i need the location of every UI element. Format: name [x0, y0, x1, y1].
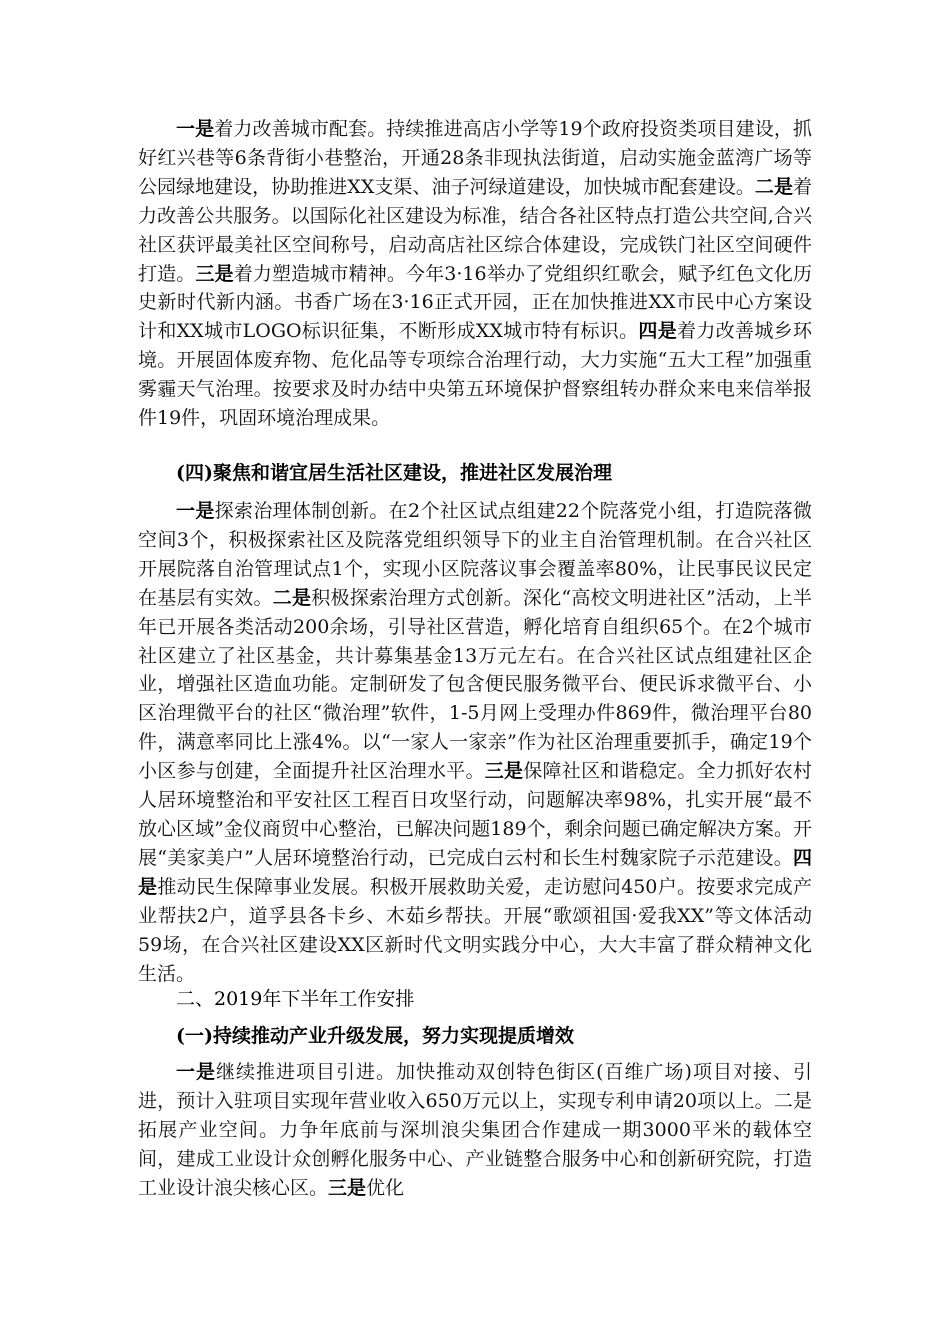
bold-lead-4: 四是 [138, 846, 812, 898]
subsection-heading-industry: (一)持续推动产业升级发展，努力实现提质增效 [176, 1025, 574, 1047]
bold-lead-1: 一是 [176, 500, 215, 522]
paragraph-text: 积极探索治理方式创新。深化“高校文明进社区”活动，上半年已开展各类活动200余场，引导社区营造，孵化培育自组织65个。在2个城市社区建立了社区基金，共计募集基金13万元左右。在合兴社区试点组建社区企业，增强社区造血功能。定制研发了包含便民服务微平台、便民诉求微平台、小区治理微平台的社区“微治理”软件，1-5月网上受理办件869件，微治理平台80件，满意率同比上涨4%。以“一家人一家亲”作为社区治理重要抓手，确定19个小区参与创建，全面提升社区治理水平。 [138, 586, 812, 783]
paragraph-urban-improvement [138, 115, 812, 433]
section-heading-second-half-plan: 二、2019年下半年工作安排 [176, 988, 415, 1010]
bold-lead-2: 三是 [328, 1176, 367, 1199]
bold-lead-3: 三是 [484, 760, 524, 783]
paragraph-text: 着力塑造城市精神。今年3·16举办了党组织红歌会，赋予红色文化历史新时代新内涵。书香广场在3·16正式开园，正在加快推进XX市民中心方案设计和XX城市LOGO标识征集，不断形成XX城市特有标识。 [138, 262, 812, 343]
bold-lead-1: 一是 [176, 1061, 217, 1083]
paragraph-text: 着力改善城市配套。持续推进高店小学等19个政府投资类项目建设，抓好红兴巷等6条背街小巷整治，开通28条非现执法街道，启动实施金蓝湾广场等公园绿地建设，协助推进XX支渠、油子河绿道建设，加快城市配套建设。 [138, 118, 812, 198]
paragraph-text: 优化 [366, 1176, 405, 1199]
paragraph-community-governance [138, 497, 812, 988]
paragraph-body [138, 115, 812, 433]
paragraph-text: 继续推进项目引进。加快推动双创特色街区(百维广场)项目对接、引进，预计入驻项目实现年营业收入650万元以上，实现专利申请20项以上。二是拓展产业空间。力争年底前与深圳浪尖集团合作建成一期3000平米的载体空间，建成工业设计众创孵化服务中心、产业链整合服务中心和创新研究院，打造工业设计浪尖核心区。 [138, 1061, 812, 1199]
bold-lead-3: 三是 [195, 262, 234, 285]
bold-lead-2: 二是 [272, 586, 312, 609]
paragraph-text: 推动民生保障事业发展。积极开展救助关爱，走访慰问450户。按要求完成产业帮扶2户，道孚县各卡乡、木茹乡帮扶。开展“歌颂祖国·爱我XX”等文体活动59场，在合兴社区建设XX区新时代文明实践分中心，大大丰富了群众精神文化生活。 [138, 875, 812, 985]
paragraph-text: 着力改善城乡环境。开展固体废弃物、危化品等专项综合治理行动，大力实施“五大工程”加强重雾霾天气治理。按要求及时办结中央第五环境保护督察组转办群众来电来信举报件19件，巩固环境治理成果。 [138, 320, 812, 430]
bold-lead-4: 四是 [638, 320, 678, 343]
paragraph-text: 探索治理体制创新。在2个社区试点组建22个院落党小组，打造院落微空间3个，积极探索社区及院落党组织领导下的业主自治管理机制。在合兴社区开展院落自治管理试点1个，实现小区院落议事会覆盖率80%，让民事民议民定在基层有实效。 [138, 500, 812, 609]
paragraph-text: 保障社区和谐稳定。全力抓好农村人居环境整治和平安社区工程百日攻坚行动，问题解决率98%，扎实开展“最不放心区域”金仪商贸中心整治，已解决问题189个，剩余问题已确定解决方案。开展“美家美户”人居环境整治行动，已完成白云村和长生村魏家院子示范建设。 [138, 760, 812, 869]
paragraph-text: 着力改善公共服务。以国际化社区建设为标准，结合各社区特点打造公共空间,合兴社区获评最美社区空间称号，启动高店社区综合体建设，完成铁门社区空间硬件打造。 [138, 175, 812, 285]
paragraph-body [138, 1058, 812, 1203]
section-heading-community: (四)聚焦和谐宜居生活社区建设，推进社区发展治理 [176, 462, 612, 484]
bold-lead-1: 一是 [176, 118, 215, 140]
bold-lead-2: 二是 [754, 175, 793, 198]
paragraph-industry-upgrade [138, 1058, 812, 1203]
paragraph-body [138, 497, 812, 988]
